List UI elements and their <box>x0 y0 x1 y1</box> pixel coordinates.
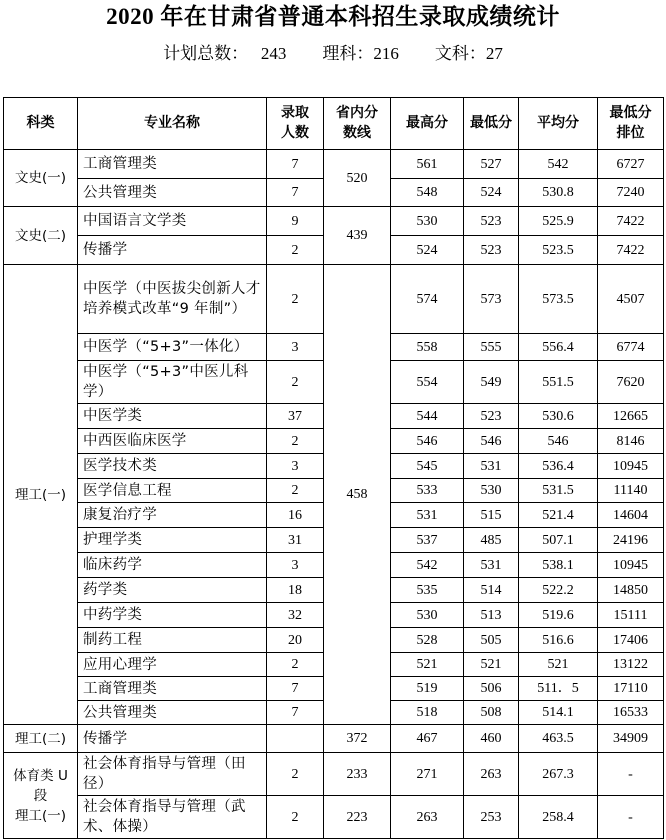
rank-cell: 34909 <box>598 725 664 753</box>
avg-cell: 258.4 <box>519 796 598 839</box>
rank-cell: 14604 <box>598 503 664 528</box>
min-cell: 546 <box>464 429 519 454</box>
major-cell: 工商管理类 <box>78 150 267 179</box>
avg-cell: 267.3 <box>519 753 598 796</box>
min-cell: 527 <box>464 150 519 179</box>
table-row <box>4 725 664 753</box>
avg-cell: 536.4 <box>519 454 598 479</box>
rank-cell: 6727 <box>598 150 664 179</box>
rank-cell: 14850 <box>598 578 664 603</box>
min-cell: 263 <box>464 753 519 796</box>
summary-line <box>0 42 666 66</box>
rank-cell: 24196 <box>598 528 664 553</box>
major-cell: 医学信息工程 <box>78 479 267 503</box>
avg-cell: 546 <box>519 429 598 454</box>
header-min-rank: 最低分排位 <box>598 98 664 150</box>
min-cell: 460 <box>464 725 519 753</box>
category-cell <box>4 753 78 839</box>
admitted-cell: 7 <box>267 150 324 179</box>
rank-cell: 12665 <box>598 404 664 429</box>
max-cell: 524 <box>391 236 464 265</box>
header-major: 专业名称 <box>78 98 267 150</box>
province-line-cell: 223 <box>324 796 391 839</box>
max-cell: 271 <box>391 753 464 796</box>
rank-cell: 10945 <box>598 553 664 578</box>
admitted-cell: 2 <box>267 236 324 265</box>
province-line-cell: 520 <box>324 150 391 207</box>
rank-cell: 8146 <box>598 429 664 454</box>
admitted-cell: 7 <box>267 677 324 701</box>
major-cell: 传播学 <box>78 725 267 753</box>
category-line: 段 <box>33 787 48 804</box>
min-cell: 485 <box>464 528 519 553</box>
admitted-cell: 7 <box>267 179 324 207</box>
major-cell: 药学类 <box>78 578 267 603</box>
min-cell: 523 <box>464 236 519 265</box>
rank-cell: 4507 <box>598 265 664 334</box>
admitted-cell: 9 <box>267 207 324 236</box>
table-row <box>4 753 664 796</box>
admitted-cell: 2 <box>267 265 324 334</box>
major-cell: 中药学类 <box>78 603 267 628</box>
category-cell: 理工(二) <box>4 725 78 753</box>
max-cell: 530 <box>391 207 464 236</box>
max-cell: 533 <box>391 479 464 503</box>
avg-cell: 463.5 <box>519 725 598 753</box>
header-admitted: 录取人数 <box>267 98 324 150</box>
admitted-cell: 18 <box>267 578 324 603</box>
science-value: 216 <box>373 44 399 63</box>
max-cell: 574 <box>391 265 464 334</box>
admitted-cell <box>267 725 324 753</box>
max-cell: 548 <box>391 179 464 207</box>
admitted-cell: 16 <box>267 503 324 528</box>
max-cell: 542 <box>391 553 464 578</box>
province-line-cell: 439 <box>324 207 391 265</box>
admitted-cell: 3 <box>267 334 324 361</box>
min-cell: 524 <box>464 179 519 207</box>
avg-cell: 525.9 <box>519 207 598 236</box>
avg-cell: 514.1 <box>519 701 598 725</box>
admitted-cell: 2 <box>267 796 324 839</box>
avg-cell: 530.6 <box>519 404 598 429</box>
max-cell: 535 <box>391 578 464 603</box>
max-cell: 521 <box>391 653 464 677</box>
table-row <box>4 265 664 334</box>
min-cell: 531 <box>464 454 519 479</box>
category-cell: 文史(一) <box>4 150 78 207</box>
admitted-cell: 2 <box>267 753 324 796</box>
admitted-cell: 2 <box>267 479 324 503</box>
major-cell: 中国语言文学类 <box>78 207 267 236</box>
category-cell: 文史(二) <box>4 207 78 265</box>
rank-cell: 7422 <box>598 207 664 236</box>
min-cell: 513 <box>464 603 519 628</box>
major-cell: 制药工程 <box>78 628 267 653</box>
min-cell: 253 <box>464 796 519 839</box>
header-category: 科类 <box>4 98 78 150</box>
avg-cell: 521 <box>519 653 598 677</box>
science-label: 理科： <box>322 44 374 63</box>
avg-cell: 530.8 <box>519 179 598 207</box>
admitted-cell: 2 <box>267 361 324 404</box>
avg-cell: 573.5 <box>519 265 598 334</box>
min-cell: 505 <box>464 628 519 653</box>
table-row <box>4 207 664 236</box>
table-header-row <box>4 98 664 150</box>
min-cell: 523 <box>464 404 519 429</box>
avg-cell: 516.6 <box>519 628 598 653</box>
major-cell: 中医学（中医拔尖创新人才培养模式改革“9 年制”） <box>78 265 267 334</box>
max-cell: 561 <box>391 150 464 179</box>
avg-cell: 542 <box>519 150 598 179</box>
max-cell: 537 <box>391 528 464 553</box>
admitted-cell: 3 <box>267 553 324 578</box>
major-cell: 社会体育指导与管理（田径） <box>78 753 267 796</box>
category-line: 体育类 U <box>13 767 68 784</box>
admitted-cell: 2 <box>267 653 324 677</box>
min-cell: 530 <box>464 479 519 503</box>
min-cell: 531 <box>464 553 519 578</box>
header-max: 最高分 <box>391 98 464 150</box>
rank-cell: 16533 <box>598 701 664 725</box>
rank-cell: 7422 <box>598 236 664 265</box>
plan-total-label: 计划总数： <box>163 44 249 63</box>
avg-cell: 522.2 <box>519 578 598 603</box>
avg-cell: 519.6 <box>519 603 598 628</box>
max-cell: 519 <box>391 677 464 701</box>
category-cell: 理工(一) <box>4 265 78 725</box>
avg-cell: 507.1 <box>519 528 598 553</box>
avg-cell: 538.1 <box>519 553 598 578</box>
major-cell: 公共管理类 <box>78 701 267 725</box>
page-title: 2020 年在甘肃省普通本科招生录取成绩统计 <box>106 4 560 29</box>
major-cell: 中西医临床医学 <box>78 429 267 454</box>
rank-cell: 10945 <box>598 454 664 479</box>
rank-cell: 17406 <box>598 628 664 653</box>
rank-cell: - <box>598 796 664 839</box>
max-cell: 531 <box>391 503 464 528</box>
avg-cell: 511．5 <box>519 677 598 701</box>
admitted-cell: 37 <box>267 404 324 429</box>
max-cell: 554 <box>391 361 464 404</box>
min-cell: 555 <box>464 334 519 361</box>
admitted-cell: 2 <box>267 429 324 454</box>
rank-cell: 13122 <box>598 653 664 677</box>
major-cell: 公共管理类 <box>78 179 267 207</box>
rank-cell: 7620 <box>598 361 664 404</box>
header-min: 最低分 <box>464 98 519 150</box>
avg-cell: 523.5 <box>519 236 598 265</box>
rank-cell: 17110 <box>598 677 664 701</box>
avg-cell: 556.4 <box>519 334 598 361</box>
header-avg: 平均分 <box>519 98 598 150</box>
rank-cell: 15111 <box>598 603 664 628</box>
major-cell: 传播学 <box>78 236 267 265</box>
major-cell: 应用心理学 <box>78 653 267 677</box>
category-line: 理工(一) <box>14 807 67 824</box>
rank-cell: 11140 <box>598 479 664 503</box>
rank-cell: - <box>598 753 664 796</box>
major-cell: 临床药学 <box>78 553 267 578</box>
major-cell: 护理学类 <box>78 528 267 553</box>
plan-total-value: 243 <box>260 44 287 63</box>
max-cell: 546 <box>391 429 464 454</box>
avg-cell: 531.5 <box>519 479 598 503</box>
avg-cell: 551.5 <box>519 361 598 404</box>
admitted-cell: 7 <box>267 701 324 725</box>
min-cell: 523 <box>464 207 519 236</box>
admitted-cell: 3 <box>267 454 324 479</box>
min-cell: 549 <box>464 361 519 404</box>
avg-cell: 521.4 <box>519 503 598 528</box>
max-cell: 545 <box>391 454 464 479</box>
admission-scores-table <box>3 97 664 839</box>
admitted-cell: 31 <box>267 528 324 553</box>
max-cell: 518 <box>391 701 464 725</box>
province-line-cell: 233 <box>324 753 391 796</box>
min-cell: 506 <box>464 677 519 701</box>
max-cell: 528 <box>391 628 464 653</box>
major-cell: 工商管理类 <box>78 677 267 701</box>
min-cell: 514 <box>464 578 519 603</box>
arts-label: 文科： <box>434 44 486 63</box>
min-cell: 515 <box>464 503 519 528</box>
rank-cell: 6774 <box>598 334 664 361</box>
header-province-line: 省内分数线 <box>324 98 391 150</box>
major-cell: 中医学类 <box>78 404 267 429</box>
max-cell: 467 <box>391 725 464 753</box>
min-cell: 521 <box>464 653 519 677</box>
major-cell: 中医学（“5+3”中医儿科学） <box>78 361 267 404</box>
table-row <box>4 796 664 839</box>
max-cell: 263 <box>391 796 464 839</box>
min-cell: 573 <box>464 265 519 334</box>
max-cell: 558 <box>391 334 464 361</box>
major-cell: 康复治疗学 <box>78 503 267 528</box>
province-line-cell: 458 <box>324 265 391 725</box>
major-cell: 社会体育指导与管理（武术、体操） <box>78 796 267 839</box>
admitted-cell: 20 <box>267 628 324 653</box>
province-line-cell: 372 <box>324 725 391 753</box>
min-cell: 508 <box>464 701 519 725</box>
arts-value: 27 <box>485 44 503 63</box>
major-cell: 医学技术类 <box>78 454 267 479</box>
admitted-cell: 32 <box>267 603 324 628</box>
max-cell: 544 <box>391 404 464 429</box>
major-cell: 中医学（“5+3”一体化） <box>78 334 267 361</box>
table-row <box>4 150 664 179</box>
max-cell: 530 <box>391 603 464 628</box>
rank-cell: 7240 <box>598 179 664 207</box>
